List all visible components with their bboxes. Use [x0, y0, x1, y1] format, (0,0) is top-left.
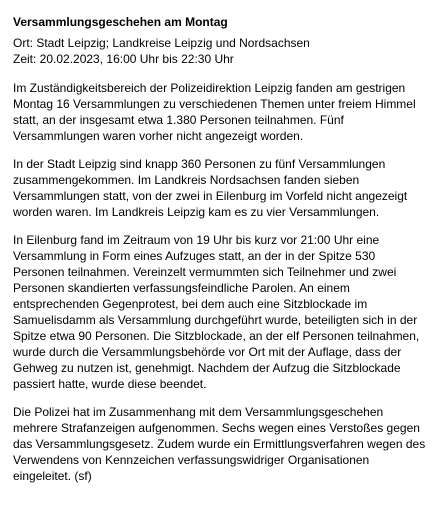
time-line: Zeit: 20.02.2023, 16:00 Uhr bis 22:30 Uhr [13, 52, 234, 66]
article-title: Versammlungsgeschehen am Montag [13, 15, 228, 29]
location-line: Ort: Stadt Leipzig; Landkreise Leipzig und Nordsachsen [13, 36, 310, 50]
paragraph-police: Die Polizei hat im Zusammenhang mit dem Versammlungsgeschehen mehrere Strafanzeigen aufgenommen. Sechs wegen eines Verstoßes gegen das Versammlungsgesetz. Zudem wurde ein Ermittlungsverfahren wegen des Verwendens von Kennzeichen verfassungswidriger Organisationen eingeleitet. (sf) [13, 405, 426, 483]
article-meta [13, 35, 428, 67]
paragraph-summary: Im Zuständigkeitsbereich der Polizeidirektion Leipzig fanden am gestrigen Montag 16 Versammlungen zu verschiedenen Themen unter freiem Himmel statt, an der insgesamt etwa 1.380 Personen teilnahmen. Fünf Versammlungen waren vorher nicht angezeigt worden. [13, 81, 416, 143]
paragraph-leipzig: In der Stadt Leipzig sind knapp 360 Personen zu fünf Versammlungen zusammengekommen. Im Landkreis Nordsachsen fanden sieben Versammlungen statt, von der zwei in Eilenburg im Vorfeld nicht angezeigt worden waren. Im Landkreis Leipzig kam es zu vier Versammlungen. [13, 157, 408, 219]
paragraph-eilenburg: In Eilenburg fand im Zeitraum von 19 Uhr bis kurz vor 21:00 Uhr eine Versammlung in Form eines Aufzuges statt, an der in der Spitze 530 Personen teilnahmen. Vereinzelt vermummten sich Teilnehmer und zwei Personen skandierten verfassungsfeindliche Parolen. An einem entsprechenden Gegenprotest, bei dem auch eine Sitzblockade im Samuelisdamm als Versammlung durchgeführt wurde, beteiligten sich in der Spitze etwa 90 Personen. Die Sitzblockade, an der elf Personen teilnahmen, wurde durch die Versammlungsbehörde vor Ort mit der Auflage, dass der Gehweg zu nutzen ist, genehmigt. Nachdem der Aufzug die Sitzblockade passiert hatte, wurde diese beendet. [13, 233, 420, 391]
